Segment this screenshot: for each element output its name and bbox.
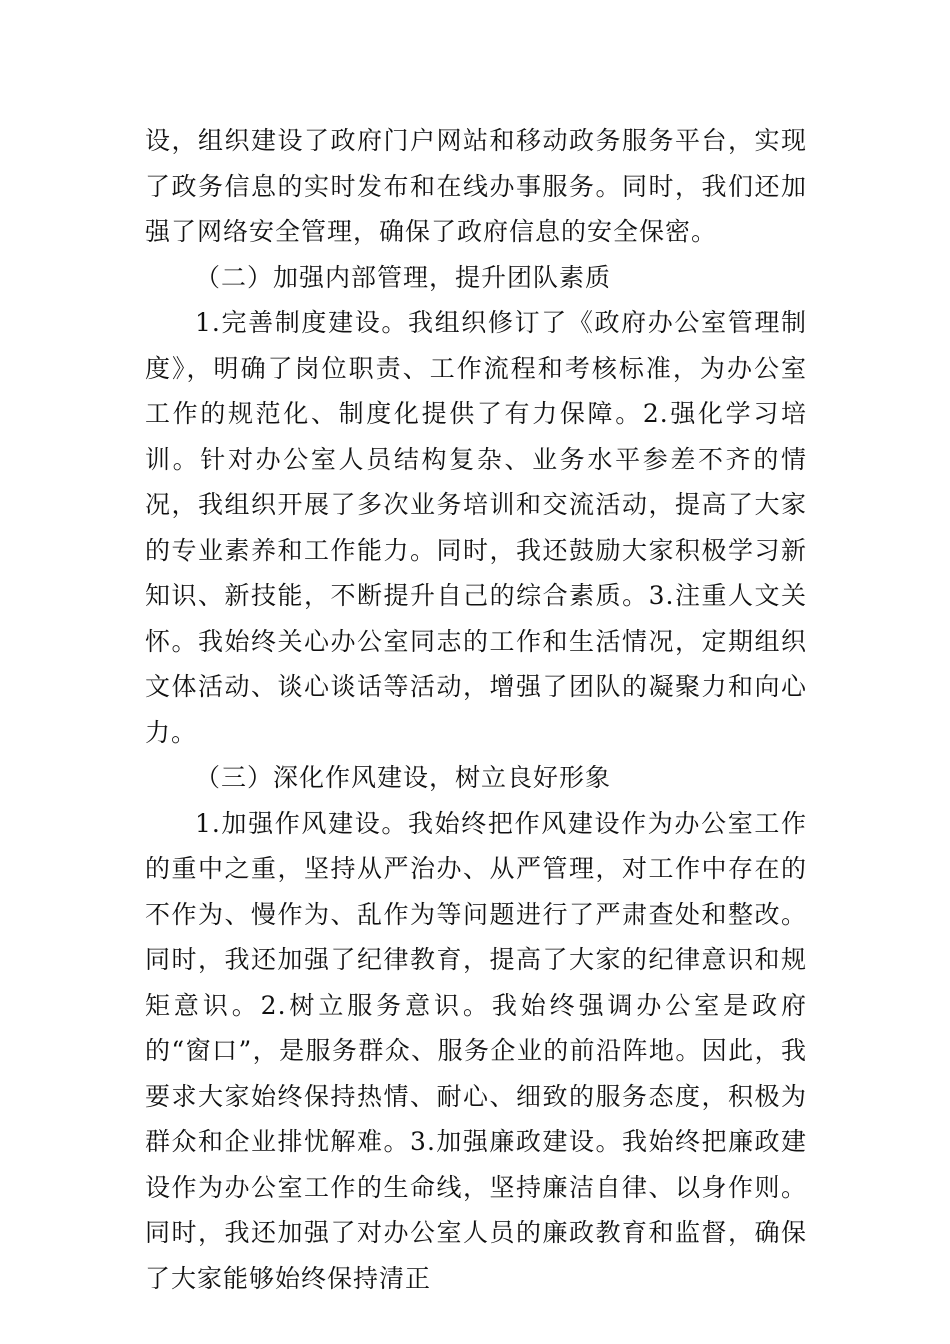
document-body xyxy=(145,118,807,1301)
paragraph-internal-management: 1.完善制度建设。我组织修订了《政府办公室管理制度》，明确了岗位职责、工作流程和考核标准，为办公室工作的规范化、制度化提供了有力保障。2.强化学习培训。针对办公室人员结构复杂、业务水平参差不齐的情况，我组织开展了多次业务培训和交流活动，提高了大家的专业素养和工作能力。同时，我还鼓励大家积极学习新知识、新技能，不断提升自己的综合素质。3.注重人文关怀。我始终关心办公室同志的工作和生活情况，定期组织文体活动、谈心谈话等活动，增强了团队的凝聚力和向心力。 xyxy=(145,308,807,747)
section-heading-3: （三）深化作风建设，树立良好形象 xyxy=(195,763,612,792)
paragraph-work-style: 1.加强作风建设。我始终把作风建设作为办公室工作的重中之重，坚持从严治办、从严管理，对工作中存在的不作为、慢作为、乱作为等问题进行了严肃查处和整改。同时，我还加强了纪律教育，提高了大家的纪律意识和规矩意识。2.树立服务意识。我始终强调办公室是政府的“窗口”，是服务群众、服务企业的前沿阵地。因此，我要求大家始终保持热情、耐心、细致的服务态度，积极为群众和企业排忧解难。3.加强廉政建设。我始终把廉政建设作为办公室工作的生命线，坚持廉洁自律、以身作则。同时，我还加强了对办公室人员的廉政教育和监督，确保了大家能够始终保持清正 xyxy=(145,808,807,1293)
paragraph-continued: 设，组织建设了政府门户网站和移动政务服务平台，实现了政务信息的实时发布和在线办事服务。同时，我们还加强了网络安全管理，确保了政府信息的安全保密。 xyxy=(145,126,807,246)
section-heading-2: （二）加强内部管理，提升团队素质 xyxy=(195,262,612,292)
